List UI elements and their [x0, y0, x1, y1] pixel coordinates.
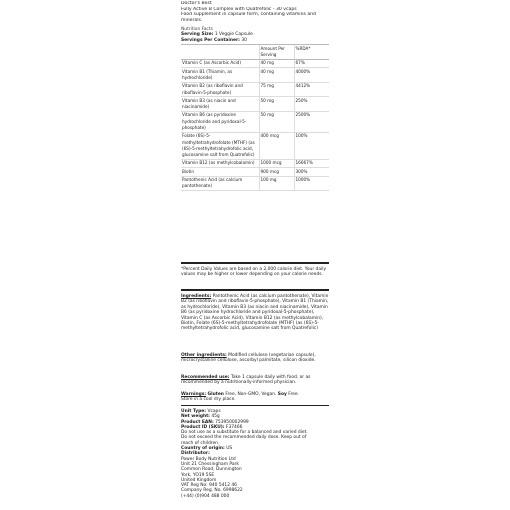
ingredients-text: Pantothenic Acid (as calcium pantothenate), Vitamin B2 (as riboflavin and riboflavin-5-phosphate), Vitamin B1 (Thiamin, as hydrochloride), Vitamin B3 (as niacin and niacinamide), Vitamin B6 (as pyridoxine hydrochloride and pyridoxal-5-phosphate), Vitamin C (as Ascorbic Acid), Vitamin B12 (as methylcobalamin), Biotin, Folate (6S)-5-methyltetrahydrofolate (MTHF) (as (6S)-5-methyltetrahydrofolic acid, glucosamine salt from Quatrefolic): [181, 294, 329, 332]
table-row: [181, 59, 329, 67]
disclaimer: Do not use as a substitute for a balanced and varied diet.: [181, 430, 308, 436]
address-line: Company Reg. No. 6998622: [181, 488, 243, 494]
nutrient-name: Folate (6S)-5-methyltetrahydrofolate (MTHF) (as (6S)-5-methyltetrahydrofolic acid, glucosamine salt from Quatrefolic): [181, 132, 259, 159]
product-info: [181, 409, 329, 499]
origin-label: Country of origin:: [181, 446, 225, 452]
nutrient-amount: 900 mcg: [259, 168, 294, 176]
recommended-use-section: [181, 375, 329, 386]
nutrient-rda: 100%: [294, 132, 329, 159]
col-header-amount: Amount Per Serving: [259, 45, 294, 60]
warnings-text: Free.: [286, 392, 299, 397]
distributor-label-text: Distributor:: [181, 451, 210, 457]
servings-label: Servings Per Container:: [181, 37, 240, 43]
disclaimer: Do not exceed the recommended daily dose. Keep out of: [181, 435, 307, 441]
unit-type-value: Vcaps: [206, 409, 221, 414]
origin-value: US: [224, 446, 233, 452]
other-ingredients-section: [181, 353, 329, 364]
recommended-use-text: Take 1 capsule daily with food, or as recommended by a nutritionally-informed physician.: [181, 375, 311, 386]
divider: [181, 289, 329, 291]
nutrient-name: Biotin: [181, 168, 259, 176]
table-row: [181, 168, 329, 176]
net-weight-label: Net weight:: [181, 414, 210, 420]
table-row: [181, 159, 329, 167]
nutrient-name: Pantothenic Acid (as calcium pantothenate): [181, 176, 259, 191]
nutrition-table: [181, 44, 329, 191]
nutrient-amount: 50 mg: [259, 111, 294, 132]
warnings-text: Free, Non-GMO, Vegan.: [223, 392, 278, 397]
table-row: [181, 82, 329, 97]
product-header: [181, 1, 331, 23]
table-row: [181, 111, 329, 132]
unit-type-label: Unit Type:: [181, 409, 207, 414]
gluten-free-text: Gluten: [207, 392, 224, 397]
product-ean-value: 753950002999: [213, 419, 249, 425]
nutrient-rda: 4000%: [294, 68, 329, 83]
recommended-use-label: Recommended use:: [181, 375, 230, 380]
nutrient-rda: 1000%: [294, 176, 329, 191]
disclaimer: reach of children.: [181, 440, 220, 446]
footnote: *Percent Daily Values are based on a 2,000 calorie diet. Your daily values may be higher or lower depending on your calorie needs.: [181, 267, 327, 278]
nutrient-amount: 100 mg: [259, 176, 294, 191]
product-id-label: Product ID (SKU):: [181, 424, 225, 430]
warnings-label: Warnings:: [181, 392, 207, 397]
other-ingredients-label: Other ingredients:: [181, 353, 227, 358]
servings-value: 30: [241, 37, 247, 43]
address-line: United Kingdom: [181, 477, 217, 483]
divider: [181, 262, 329, 264]
nutrition-facts: [181, 27, 329, 191]
nutrient-amount: 50 mg: [259, 97, 294, 112]
storage-text: Store in a cool dry place.: [181, 397, 236, 403]
warnings-section: [181, 392, 329, 403]
col-header-rda: %RDA*: [294, 45, 329, 60]
nutrient-amount: 75 mg: [259, 82, 294, 97]
nutrient-name: Vitamin B2 (as riboflavin and riboflavin-5-phosphate): [181, 82, 259, 97]
nutrient-rda: 16667%: [294, 159, 329, 167]
nutrient-rda: 4412%: [294, 82, 329, 97]
nutrient-name: Vitamin B1 (Thiamin, as hydrochloride): [181, 68, 259, 83]
col-header: [181, 45, 259, 60]
address-line: Common Road, Dunnington: [181, 467, 242, 473]
net-weight-value: 45g: [209, 414, 220, 420]
soy-free-text: Soy: [277, 392, 287, 397]
nutrient-name: Vitamin C (as Ascorbic Acid): [181, 59, 259, 67]
table-row: [181, 132, 329, 159]
nutrient-name: Vitamin B3 (as niacin and niacinamide): [181, 97, 259, 112]
product-id-value: F37466: [224, 424, 243, 430]
table-row: [181, 97, 329, 112]
table-row: [181, 68, 329, 83]
nutrient-amount: 40 mg: [259, 68, 294, 83]
address-line: Unit 21 Chessingham Park: [181, 461, 239, 467]
product-name: Fully Active B Complex with Quatrefolic - 30 vcaps: [181, 6, 297, 12]
product-ean-label: Product EAN:: [181, 419, 214, 425]
nutrient-rda: 67%: [294, 59, 329, 67]
ingredients-label: Ingredients:: [181, 294, 212, 299]
nutrient-amount: 40 mg: [259, 59, 294, 67]
nutrient-name: Vitamin B6 (as pyridoxine hydrochloride and pyridoxal-5-phosphate): [181, 111, 259, 132]
nutrient-rda: 250%: [294, 97, 329, 112]
nutrient-name: Vitamin B12 (as methylcobalamin): [181, 159, 259, 167]
divider: [181, 405, 329, 406]
address-line: York, YO19 5SE: [181, 472, 215, 478]
serving-size-value: 1 Veggie Capsule: [214, 32, 253, 38]
address-line: (+44) (0)904 488 000: [181, 493, 230, 499]
nutrient-rda: 2500%: [294, 111, 329, 132]
address-line: VAT Reg No: 940 5412 46: [181, 483, 237, 489]
address-line: Power Body Nutrition Ltd: [181, 456, 236, 462]
product-description-line: Food supplement in capsule form, containing vitamins and: [181, 12, 316, 18]
brand-name: Doctor's Best: [181, 1, 212, 6]
nutrient-amount: 400 mcg: [259, 132, 294, 159]
servings-per-container: [181, 38, 329, 43]
other-ingredients-text: Modified cellulose (vegetarian capsule), microcrystalline cellulose, ascorbyl palmitate, silicon dioxide.: [181, 353, 316, 364]
nutrient-amount: 1000 mcg: [259, 159, 294, 167]
facts-title: Nutrition Facts: [181, 27, 213, 32]
serving-size-label: Serving Size:: [181, 32, 214, 38]
product-description-line: minerals.: [181, 17, 203, 23]
ingredients-section: [181, 294, 329, 332]
table-row: [181, 176, 329, 191]
nutrient-rda: 300%: [294, 168, 329, 176]
